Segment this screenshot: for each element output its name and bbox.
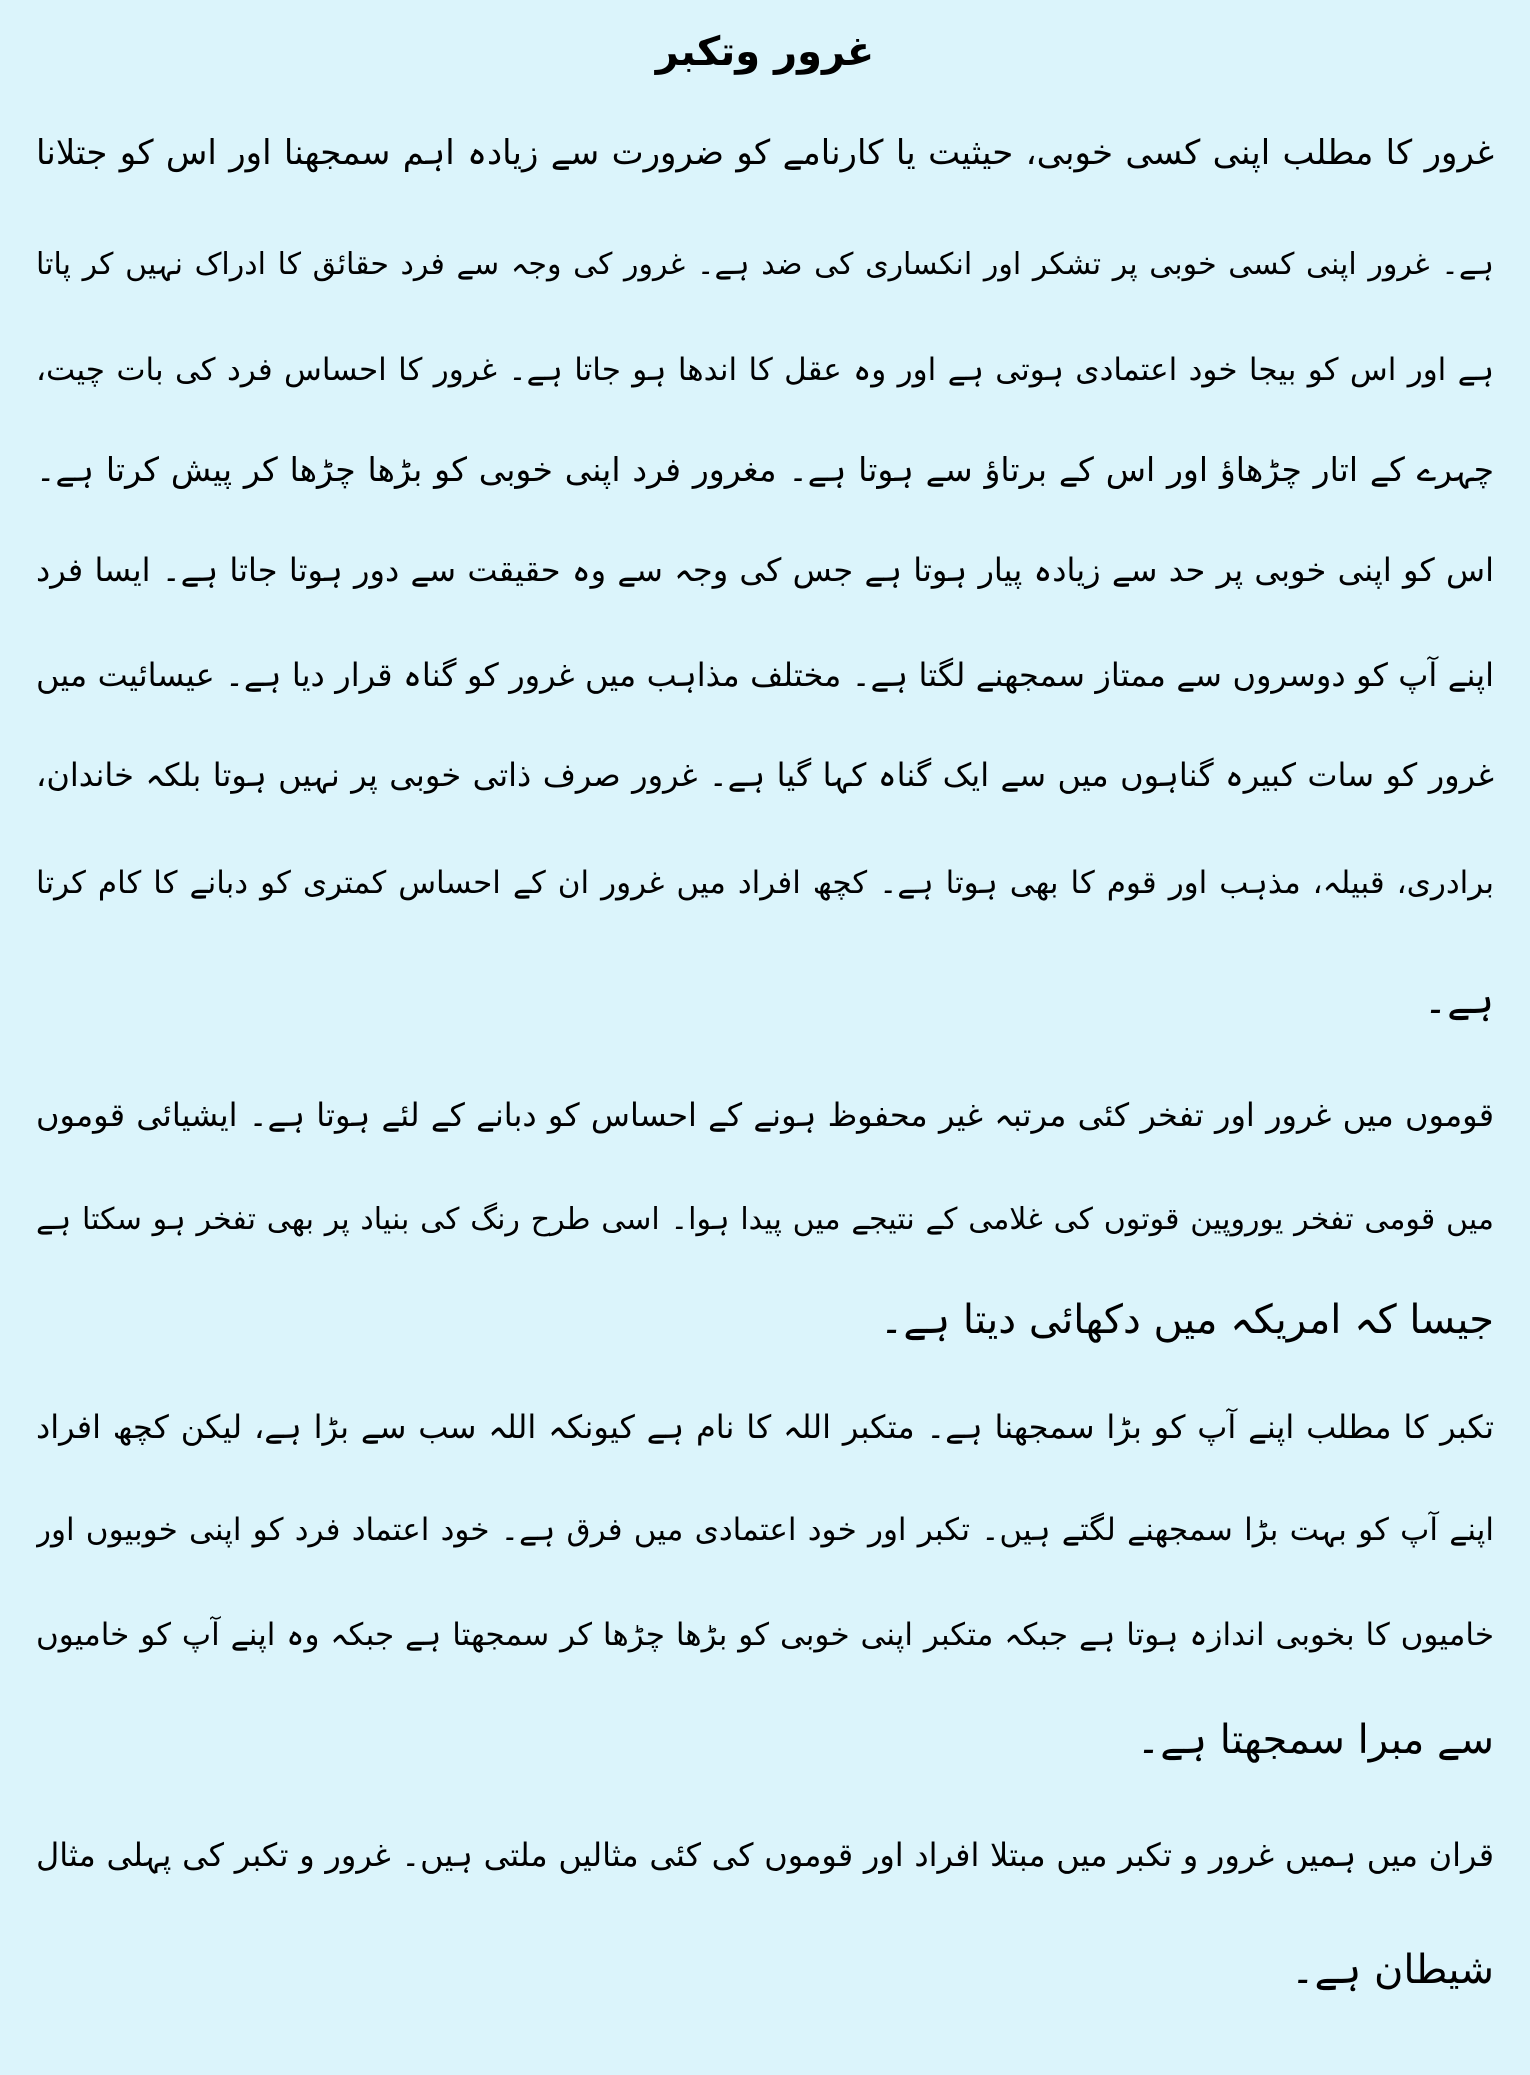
paragraph-1-line-5: اس کو اپنی خوبی پر حد سے زیادہ پیار ہوتا ہے جس کی وجہ سے وہ حقیقت سے دور ہوتا جاتا ہے۔ ایسا فرد: [36, 551, 1494, 589]
paragraph-1-line-9: ہے۔: [1423, 977, 1494, 1023]
paragraph-2-line-1: قوموں میں غرور اور تفخر کئی مرتبہ غیر محفوظ ہونے کے احساس کو دبانے کے لئے ہوتا ہے۔ ایشیائی قوموں: [36, 1096, 1494, 1134]
paragraph-1-line-4: چہرے کے اتار چڑھاؤ اور اس کے برتاؤ سے ہوتا ہے۔ مغرور فرد اپنی خوبی کو بڑھا چڑھا کر پیش کرتا ہے۔: [36, 450, 1494, 489]
paragraph-3-line-2: اپنے آپ کو بہت بڑا سمجھنے لگتے ہیں۔ تکبر اور خود اعتمادی میں فرق ہے۔ خود اعتماد فرد کو اپنی خوبیوں اور: [36, 1512, 1494, 1548]
paragraph-3-line-3: خامیوں کا بخوبی اندازہ ہوتا ہے جبکہ متکبر اپنی خوبی کو بڑھا چڑھا کر سمجھتا ہے جبکہ وہ اپنے آپ کو خامیوں: [36, 1617, 1494, 1653]
paragraph-4-line-1: قران میں ہمیں غرور و تکبر میں مبتلا افراد اور قوموں کی کئی مثالیں ملتی ہیں۔ غرور و تکبر کی پہلی مثال: [36, 1836, 1494, 1874]
paragraph-2-line-3: جیسا کہ امریکہ میں دکھائی دیتا ہے۔: [879, 1297, 1494, 1343]
paragraph-1-line-8: برادری، قبیلہ، مذہب اور قوم کا بھی ہوتا ہے۔ کچھ افراد میں غرور ان کے احساس کمتری کو دبانے کا کام کرتا: [36, 865, 1494, 901]
paragraph-2-line-2: میں قومی تفخر یوروپین قوتوں کی غلامی کے نتیجے میں پیدا ہوا۔ اسی طرح رنگ کی بنیاد پر بھی تفخر ہو سکتا ہے: [36, 1202, 1494, 1237]
document-title: غرور وتکبر: [655, 29, 875, 75]
paragraph-3-line-1: تکبر کا مطلب اپنے آپ کو بڑا سمجھنا ہے۔ متکبر اللہ کا نام ہے کیونکہ اللہ سب سے بڑا ہے، لیکن کچھ افراد: [36, 1408, 1494, 1446]
paragraph-3-line-4: سے مبرا سمجھتا ہے۔: [1136, 1717, 1494, 1763]
paragraph-1-line-2: ہے۔ غرور اپنی کسی خوبی پر تشکر اور انکساری کی ضد ہے۔ غرور کی وجہ سے فرد حقائق کا ادراک نہیں کر پاتا: [36, 247, 1494, 282]
paragraph-1-line-6: اپنے آپ کو دوسروں سے ممتاز سمجھنے لگتا ہے۔ مختلف مذاہب میں غرور کو گناہ قرار دیا ہے۔ عیسائیت میں: [36, 656, 1494, 694]
paragraph-1-line-3: ہے اور اس کو بیجا خود اعتمادی ہوتی ہے اور وہ عقل کا اندھا ہو جاتا ہے۔ غرور کا احساس فرد کی بات چیت،: [36, 352, 1494, 388]
paragraph-1-line-1: غرور کا مطلب اپنی کسی خوبی، حیثیت یا کارنامے کو ضرورت سے زیادہ اہم سمجھنا اور اس کو جتلانا: [36, 133, 1494, 173]
paragraph-1-line-7: غرور کو سات کبیرہ گناہوں میں سے ایک گناہ کہا گیا ہے۔ غرور صرف ذاتی خوبی پر نہیں ہوتا بلکہ خاندان،: [36, 756, 1494, 794]
paragraph-4-line-2: شیطان ہے۔: [1291, 1947, 1494, 1993]
